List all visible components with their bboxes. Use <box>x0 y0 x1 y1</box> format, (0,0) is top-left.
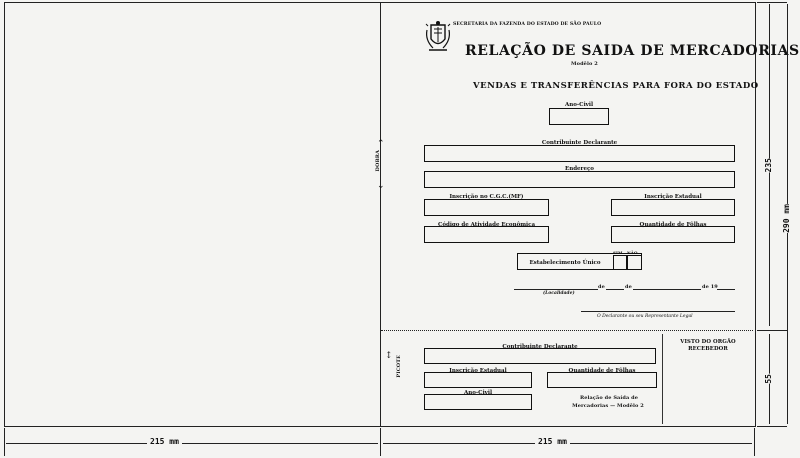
ano-civil-label: Ano-Civil <box>564 102 594 108</box>
dim-center-tick <box>380 428 381 456</box>
sim-label: SIM <box>613 250 623 255</box>
month-line <box>633 289 701 290</box>
inscricao-estadual-label: Inscrição Estadual <box>644 194 702 200</box>
visto-line2: RECEBEDOR <box>688 346 728 352</box>
form-subtitle: VENDAS E TRANSFERÊNCIAS PARA FORA DO ESTADO <box>473 81 759 91</box>
dim-left-tick <box>4 428 5 456</box>
dim-right-tick <box>754 428 755 456</box>
dim-mid-tick <box>757 330 787 331</box>
left-blank-sheet <box>4 2 380 427</box>
stub-relacao-line2: Mercadorias — Modêlo 2 <box>572 403 644 409</box>
year-line <box>717 289 735 290</box>
dim-right-width: 215 mm <box>535 437 570 446</box>
quantidade-folhas-field[interactable] <box>611 226 735 243</box>
dim-left-width: 215 mm <box>147 437 182 446</box>
inscricao-cgc-field[interactable] <box>424 199 549 216</box>
stub-quantidade-folhas-field[interactable] <box>547 372 657 388</box>
estabelecimento-label: Estabelecimento Único <box>529 260 601 266</box>
secretaria-heading: SECRETARIA DA FAZENDA DO ESTADO DE SÃO PAULO <box>453 22 602 27</box>
dim-lower-height: 55 <box>764 374 773 384</box>
fold-line <box>380 2 381 426</box>
form-title: RELAÇÃO DE SAIDA DE MERCADORIAS <box>465 43 800 59</box>
nao-checkbox[interactable] <box>627 255 642 270</box>
stub-relacao-line1: Relação de Saída de <box>579 395 639 401</box>
visto-line1: VISTO DO ORGÃO <box>680 339 736 345</box>
quantidade-folhas-label: Quantidade de Fôlhas <box>639 222 707 228</box>
inscricao-estadual-field[interactable] <box>611 199 735 216</box>
stub-inscricao-estadual-field[interactable] <box>424 372 532 388</box>
inscricao-cgc-label: Inscrição no C.G.C.(MF) <box>449 194 524 200</box>
form-model: Modêlo 2 <box>571 61 598 67</box>
stub-contribuinte-label: Contribuinte Declarante <box>502 344 578 350</box>
dim-bottom-tick <box>757 426 787 427</box>
stub-ano-civil-label: Ano-Civil <box>463 390 493 396</box>
contribuinte-label: Contribuinte Declarante <box>541 140 618 146</box>
dim-left-arrow-line <box>6 443 378 444</box>
dobra-label: DOBRA <box>375 150 381 172</box>
coat-of-arms-icon <box>424 20 452 54</box>
endereco-label: Endereço <box>565 166 594 172</box>
picote-arrow-icon: ↕ <box>385 351 393 361</box>
dim-total-height: 290 mm <box>782 204 791 233</box>
signature-line <box>581 311 735 312</box>
contribuinte-field[interactable] <box>424 145 735 162</box>
stub-quantidade-folhas-label: Quantidade de Fôlhas <box>568 368 636 374</box>
stub-inscricao-estadual-label: Inscrição Estadual <box>449 368 507 374</box>
stub-contribuinte-field[interactable] <box>424 348 656 364</box>
signature-label: O Declarante ou seu Representante Legal <box>597 314 693 319</box>
localidade-label: (Localidade) <box>543 291 575 296</box>
stub-ano-civil-field[interactable] <box>424 394 532 410</box>
endereco-field[interactable] <box>424 171 735 188</box>
codigo-atividade-field[interactable] <box>424 226 549 243</box>
picote-label: PICOTE <box>396 355 402 378</box>
sim-checkbox[interactable] <box>613 255 627 270</box>
dim-top-tick <box>757 2 787 3</box>
dobra-arrow-down-icon: ⌄ <box>377 181 385 191</box>
day-line <box>606 289 624 290</box>
date-19: de 19 <box>702 284 718 290</box>
dobra-arrow-up-icon: ⌃ <box>377 139 385 149</box>
date-de-1: de <box>598 284 605 290</box>
dim-upper-height: 235 <box>764 158 773 173</box>
stub-separator <box>662 334 663 424</box>
perforation-line <box>381 330 753 331</box>
codigo-atividade-label: Código de Atividade Econômica <box>437 222 536 228</box>
localidade-line <box>514 289 598 290</box>
date-de-2: de <box>625 284 632 290</box>
nao-label: NÃO <box>627 250 638 255</box>
ano-civil-field[interactable] <box>549 108 609 125</box>
